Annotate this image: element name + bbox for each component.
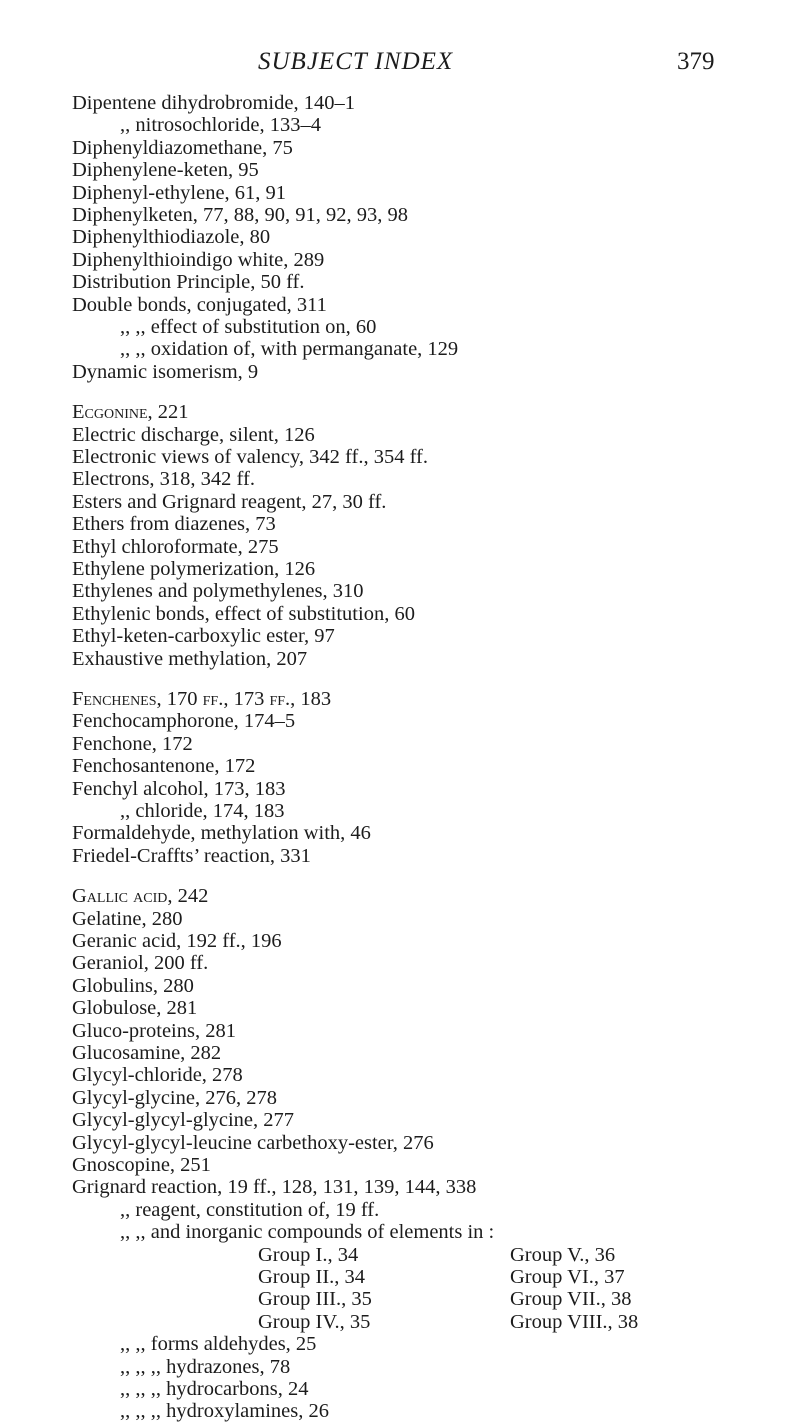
index-entry: Geraniol, 200 ff.: [72, 952, 209, 975]
index-entry: Diphenylthiodiazole, 80: [72, 226, 271, 249]
index-subentry: ,, ,, and inorganic compounds of elements in :: [120, 1221, 495, 1244]
index-entry: Glycyl-glycyl-leucine carbethoxy-ester, 276: [72, 1131, 434, 1154]
index-entry: Double bonds, conjugated, 311: [72, 293, 327, 316]
group-entry: Group VII., 38: [510, 1288, 632, 1311]
index-entry: Glucosamine, 282: [72, 1042, 222, 1064]
index-entry: Geranic acid, 192 ff., 196: [72, 930, 282, 952]
index-entry: Diphenyldiazomethane, 75: [72, 136, 293, 159]
index-entry: Ethyl-keten-carboxylic ester, 97: [72, 625, 335, 648]
index-subentry: ,, nitrosochloride, 133–4: [120, 114, 321, 137]
group-entry: Group V., 36: [510, 1243, 616, 1266]
index-entry: Gnoscopine, 251: [72, 1154, 211, 1176]
section-first-entry: Gallic acid, 242: [72, 885, 209, 908]
group-entry: Group I., 34: [258, 1243, 359, 1266]
section-first-entry: Ecgonine, 221: [72, 401, 189, 424]
index-entry: Globulose, 281: [72, 997, 198, 1020]
index-entry: Gluco-proteins, 281: [72, 1019, 236, 1042]
index-entry: Distribution Principle, 50 ff.: [72, 271, 305, 294]
running-title: SUBJECT INDEX: [258, 48, 454, 75]
index-entry: Ethers from diazenes, 73: [72, 513, 276, 536]
index-entry: Electric discharge, silent, 126: [72, 423, 315, 446]
index-entry: Dynamic isomerism, 9: [72, 360, 259, 383]
index-entry: Dipentene dihydrobromide, 140–1: [72, 92, 355, 114]
group-entry: Group VI., 37: [510, 1266, 625, 1288]
index-entry: Diphenyl-ethylene, 61, 91: [72, 181, 287, 204]
index-entry: Diphenylene-keten, 95: [72, 159, 259, 182]
index-entry: Glycyl-chloride, 278: [72, 1064, 243, 1087]
page-number: 379: [677, 48, 715, 75]
index-entry: Friedel-Craffts’ reaction, 331: [72, 844, 311, 867]
section-first-entry: Fenchenes, 170 ff., 173 ff., 183: [72, 688, 332, 710]
index-subentry: ,, ,, effect of substitution on, 60: [120, 316, 377, 338]
index-entry: Fenchyl alcohol, 173, 183: [72, 777, 286, 800]
index-entry: Electronic views of valency, 342 ff., 354 ff.: [72, 446, 428, 468]
index-subentry: ,, ,, ,, hydroxylamines, 26: [120, 1400, 329, 1423]
index-entry: Fenchone, 172: [72, 732, 193, 755]
index-entry: Electrons, 318, 342 ff.: [72, 468, 255, 491]
index-entry: Grignard reaction, 19 ff., 128, 131, 139, 144, 338: [72, 1176, 477, 1199]
index-entry: Fenchosantenone, 172: [72, 755, 256, 778]
index-subentry: ,, ,, ,, hydrazones, 78: [120, 1355, 291, 1378]
group-entry: Group III., 35: [258, 1288, 372, 1311]
index-subentry: ,, ,, ,, hydrocarbons, 24: [120, 1378, 309, 1400]
group-entry: Group II., 34: [258, 1266, 366, 1288]
index-entry: Ethylenic bonds, effect of substitution, 60: [72, 602, 415, 625]
index-subentry: ,, ,, forms aldehydes, 25: [120, 1333, 317, 1356]
index-entry: Diphenylketen, 77, 88, 90, 91, 92, 93, 98: [72, 204, 408, 226]
index-entry: Glycyl-glycyl-glycine, 277: [72, 1109, 295, 1132]
index-subentry: ,, chloride, 174, 183: [120, 800, 285, 822]
group-entry: Group IV., 35: [258, 1310, 371, 1333]
group-entry: Group VIII., 38: [510, 1310, 639, 1333]
index-entry: Formaldehyde, methylation with, 46: [72, 822, 371, 845]
index-entry: Fenchocamphorone, 174–5: [72, 710, 296, 733]
index-entry: Globulins, 280: [72, 974, 194, 997]
index-subentry: ,, ,, oxidation of, with permanganate, 129: [120, 338, 459, 361]
index-entry: Ethylenes and polymethylenes, 310: [72, 580, 364, 603]
index-entry: Glycyl-glycine, 276, 278: [72, 1086, 277, 1109]
index-entry: Gelatine, 280: [72, 907, 183, 930]
index-entry: Diphenylthioindigo white, 289: [72, 248, 325, 271]
index-entry: Exhaustive methylation, 207: [72, 647, 308, 670]
index-entry: Esters and Grignard reagent, 27, 30 ff.: [72, 490, 387, 513]
index-entry: Ethylene polymerization, 126: [72, 558, 316, 580]
index-entry: Ethyl chloroformate, 275: [72, 535, 279, 558]
index-subentry: ,, reagent, constitution of, 19 ff.: [120, 1198, 380, 1221]
